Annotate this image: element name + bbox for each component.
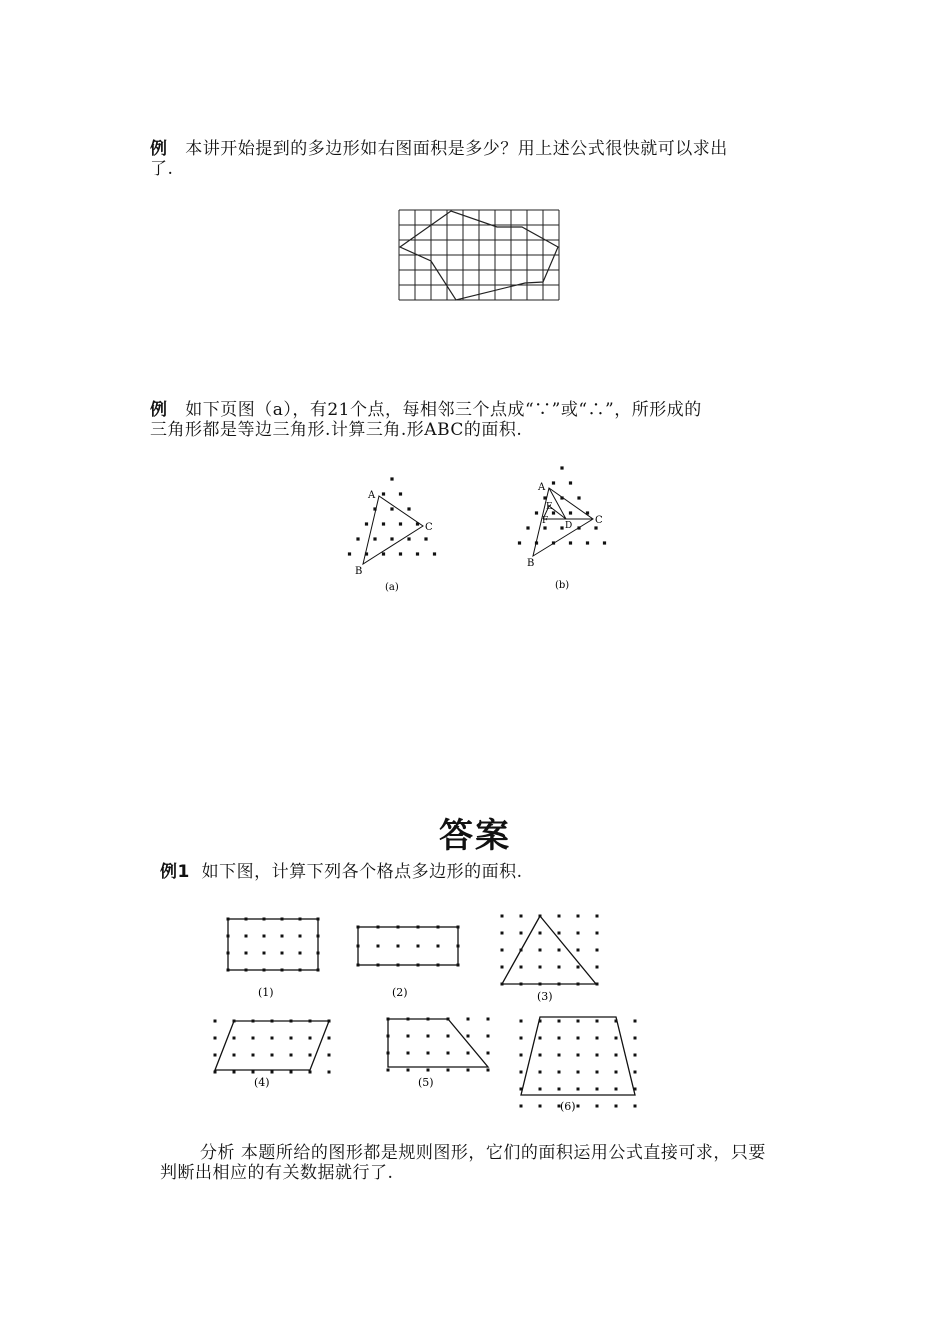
lattice-dot [615,1105,618,1108]
caption-4: (4) [254,1076,270,1089]
lattice-dot [245,952,248,955]
example2-label: 例 [150,400,168,420]
lattice-dot [596,1088,599,1091]
lattice-dot [390,477,393,480]
lattice-dot [539,932,542,935]
lattice-polygons-figure [200,905,650,1120]
dot-lattice-a [348,477,436,555]
lattice-dot [615,1037,618,1040]
lattice-dot [271,1071,274,1074]
analysis-line2: 判断出相应的有关数据就行了. [160,1163,394,1183]
lattice-dot [271,1037,274,1040]
example1-line2: 了. [150,159,174,179]
triangle-dots-figure-b [505,462,625,594]
polygon-4 [215,1021,329,1070]
lattice-dot [427,1069,430,1072]
lattice-dot [245,935,248,938]
lattice-dot [263,935,266,938]
lattice-dot [596,966,599,969]
lattice-dot [399,492,402,495]
lattice-dot [558,1037,561,1040]
lattice-dot [427,1052,430,1055]
lattice-dot [487,1018,490,1021]
triangle-abc-a [363,496,423,564]
lattice-dot [596,1071,599,1074]
lattice-dot [382,522,385,525]
example2-text [150,400,810,440]
lattice-dot [535,511,538,514]
lattice-dot [424,537,427,540]
lattice-dot [309,1054,312,1057]
lattice-dot [407,1069,410,1072]
lattice-dot [594,526,597,529]
lattice-dot [577,915,580,918]
caption-5: (5) [418,1076,434,1089]
lattice-dot [233,1037,236,1040]
lattice-dot [586,541,589,544]
lattice-dot [365,522,368,525]
lattice-dot [539,949,542,952]
lattice-dot [577,1105,580,1108]
lattice-dot [596,1020,599,1023]
lattice-dot [487,1052,490,1055]
label-f-b: F [542,516,549,526]
lattice-dot [560,466,563,469]
label-c-b: C [595,515,603,526]
lattice-dot [399,552,402,555]
lattice-dot [634,1020,637,1023]
lattice-dot [290,1071,293,1074]
lattice-dot [299,935,302,938]
lattice-dot [252,1071,255,1074]
lattice-dot [487,1035,490,1038]
lattice-dot [390,537,393,540]
lattice-dot [309,1037,312,1040]
lattice-dot [263,952,266,955]
caption-6: (6) [560,1100,576,1113]
lattice-dot [558,949,561,952]
lattice-dot [520,966,523,969]
lattice-dot [399,522,402,525]
lattice-dot [382,492,385,495]
lattice-dot [416,552,419,555]
lattice-dot [552,481,555,484]
lattice-dot [558,966,561,969]
lattice-dot [328,1054,331,1057]
lattice-dot [417,945,420,948]
lattice-dot [487,1069,490,1072]
lattice-dot [615,1054,618,1057]
lattice-dot [501,949,504,952]
lattice-dot [520,915,523,918]
label-e-b: E [546,502,553,512]
lattice-dot [520,932,523,935]
lattice-dot [558,915,561,918]
lattice-dot [299,952,302,955]
lattice-dot [577,1088,580,1091]
lattice-dot [348,552,351,555]
lattice-dot [569,511,572,514]
lattice-dot [397,945,400,948]
lattice-dot [433,552,436,555]
lattice-dot [501,932,504,935]
lattice-dot [596,1105,599,1108]
caption-a: (a) [385,582,399,593]
example1-text [150,139,810,179]
lattice-dot [252,1037,255,1040]
lattice-dot [520,1105,523,1108]
lattice-dot [634,1054,637,1057]
lattice-dot [526,526,529,529]
label-b-b: B [527,558,535,569]
lattice-dot [407,1052,410,1055]
answer-example-text [160,862,800,882]
label-a-a: A [368,490,376,501]
analysis-line1: 分析 本题所给的图形都是规则图形，它们的面积运用公式直接可求，只要 [200,1143,766,1163]
lattice-dot [447,1052,450,1055]
lattice-dot [558,1020,561,1023]
lattice-dot [390,507,393,510]
lattice-dot [520,1020,523,1023]
caption-2: (2) [392,986,408,999]
lattice-dot [233,1054,236,1057]
lattice-dot [596,949,599,952]
lattice-dot [596,932,599,935]
caption-3: (3) [537,990,553,1003]
lattice-dot [539,1088,542,1091]
lattice-dot [577,966,580,969]
lattice-dot [467,1069,470,1072]
label-b-a: B [355,566,363,577]
answer-title: 答案 [439,816,511,856]
lattice-dot [290,1037,293,1040]
lattice-dot [539,1105,542,1108]
example2-line2: 三角形都是等边三角形.计算三角.形ABC的面积. [150,420,523,440]
lattice-dot [467,1018,470,1021]
lattice-dot [558,1054,561,1057]
lattice-dot [520,1054,523,1057]
lattice-dot [271,1054,274,1057]
lattice-dot [615,1088,618,1091]
triangle-dots-figure-a [335,470,455,595]
lattice-dot [382,552,385,555]
lattice-dot [539,1071,542,1074]
lattice-dot [290,1054,293,1057]
polygon-3 [502,916,596,984]
answer-example-line: 如下图，计算下列各个格点多边形的面积. [201,862,523,882]
lattice-dot [577,932,580,935]
lattice-dot [373,537,376,540]
lattice-dot [437,945,440,948]
lattice-dot [377,945,380,948]
example1-label: 例 [150,139,168,159]
lattice-dot [596,915,599,918]
lattice-dot [560,526,563,529]
lattice-dot [569,541,572,544]
example2-line1: 如下页图（a），有21个点，每相邻三个点成“∵”或“∴”，所形成的 [185,400,702,420]
lattice-dot [214,1054,217,1057]
lattice-dot [577,1054,580,1057]
lattice-dot [558,1071,561,1074]
lattice-dot [577,1037,580,1040]
lattice-dot [596,1037,599,1040]
lattice-dot [467,1035,470,1038]
lattice-dot [539,966,542,969]
lattice-dot [577,949,580,952]
lattice-dot [447,1069,450,1072]
lattice-dot [214,1020,217,1023]
lattice-dot [328,1071,331,1074]
label-c-a: C [425,522,433,533]
polygon-2 [358,927,458,965]
lattice-dot [634,1037,637,1040]
lattice-dot [577,1071,580,1074]
lattice-dot [577,496,580,499]
grid-lines [399,210,559,300]
lattice-dot [281,952,284,955]
dot-lattice-b [518,466,606,544]
lattice-dot [309,1071,312,1074]
lattice-dot [328,1037,331,1040]
lattice-dot [387,1069,390,1072]
lattice-dot [407,507,410,510]
lattice-dot [543,526,546,529]
lattice-dot [447,1035,450,1038]
lattice-dot [634,1071,637,1074]
polygon-5 [388,1019,488,1067]
grid-polygon-figure [397,209,561,302]
lattice-dot [427,1035,430,1038]
lattice-dot [520,1037,523,1040]
lattice-dot [518,541,521,544]
lattice-dot [356,537,359,540]
lattice-dot [520,1071,523,1074]
lattice-dot [252,1054,255,1057]
lattice-dot [539,1037,542,1040]
lattice-dot [634,1105,637,1108]
lattice-dot [407,537,410,540]
lattice-dot [501,966,504,969]
lattice-dot [501,915,504,918]
lattice-dot [233,1071,236,1074]
lattice-dot [281,935,284,938]
lattice-dot [407,1035,410,1038]
caption-b: (b) [555,580,570,591]
lattice-dot [539,1054,542,1057]
lattice-dot [558,932,561,935]
lattice-dot [214,1071,217,1074]
lattice-dot [615,1071,618,1074]
lattice-dot [603,541,606,544]
polygon-1 [228,919,318,970]
lattice-dot [467,1052,470,1055]
label-d-b: D [565,521,573,531]
lattice-dot [596,1054,599,1057]
example1-line1: 本讲开始提到的多边形如右图面积是多少？用上述公式很快就可以求出 [185,139,728,159]
analysis-text [160,1143,820,1183]
caption-1: (1) [258,986,274,999]
lattice-dot [214,1037,217,1040]
lattice-dot [577,1020,580,1023]
label-a-b: A [538,482,546,493]
lattice-dot [569,481,572,484]
lattice-dot [558,1088,561,1091]
answer-example-label: 例1 [160,862,190,882]
